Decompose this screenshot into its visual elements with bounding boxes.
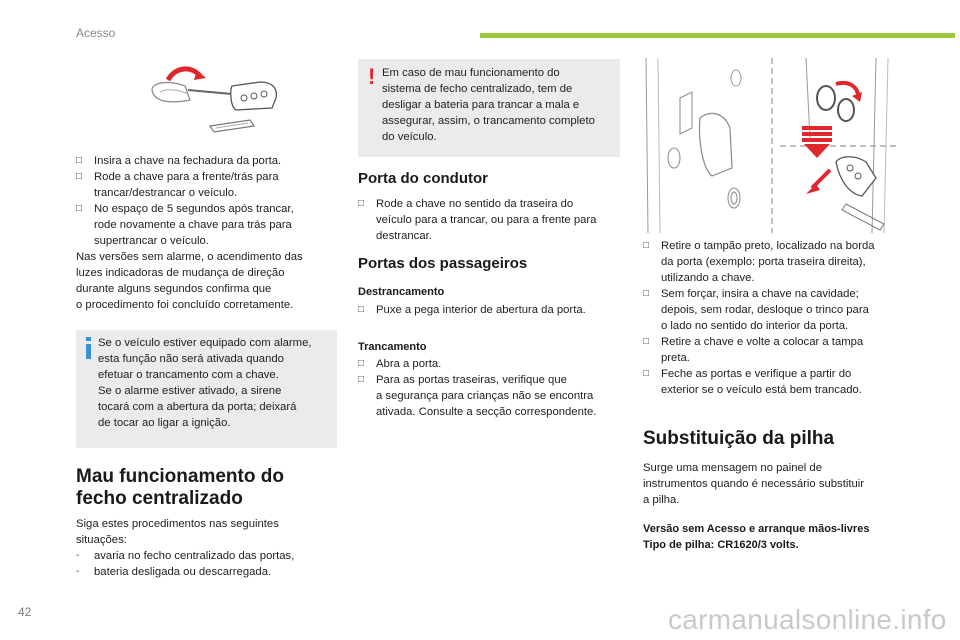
list-item: - avaria no fecho centralizado das portas, xyxy=(76,550,295,562)
checkbox-bullet-icon: □ xyxy=(643,368,650,379)
checkbox-bullet-icon: □ xyxy=(358,358,365,369)
checkbox-bullet-icon: □ xyxy=(643,336,650,347)
list-item: □ Retire o tampão preto, localizado na borda da porta (exemplo: porta traseira direita), utilizando a chave. xyxy=(643,240,875,284)
warning-box-text: Em caso de mau funcionamento do sistema de fecho centralizado, tem de desligar a bateria para trancar a mala e assegurar, assim, o trancamento completo do veículo. xyxy=(382,67,595,143)
list-item: □ Sem forçar, insira a chave na cavidade; depois, sem rodar, desloque o trinco para o lado no sentido do interior da porta. xyxy=(643,288,869,332)
list-item: □ No espaço de 5 segundos após trancar, rode novamente a chave para trás para supertrancar o veículo. xyxy=(76,203,294,247)
list-item: - bateria desligada ou descarregada. xyxy=(76,566,272,578)
info-icon xyxy=(86,337,91,359)
list-item: □ Rode a chave para a frente/trás para trancar/destrancar o veículo. xyxy=(76,171,279,199)
checkbox-bullet-icon: □ xyxy=(76,171,83,182)
malfunction-heading: Mau funcionamento do fecho centralizado xyxy=(76,466,284,509)
watermark: carmanualsonline.info xyxy=(668,604,947,635)
warning-icon: ! xyxy=(368,64,376,89)
battery-intro: Surge uma mensagem no painel de instrumentos quando é necessário substituir a pilha. xyxy=(643,462,865,506)
section-title: Acesso xyxy=(76,26,116,40)
checkbox-bullet-icon: □ xyxy=(358,198,365,209)
page-number: 42 xyxy=(18,605,32,619)
unlock-label: Destrancamento xyxy=(358,286,445,298)
door-edge-illustration xyxy=(640,58,900,233)
battery-heading: Substituição da pilha xyxy=(643,428,835,449)
list-item: □ Insira a chave na fechadura da porta. xyxy=(76,155,282,167)
driver-door-steps xyxy=(358,196,620,244)
list-item: □ Feche as portas e verifique a partir do exterior se o veículo está bem trancado. xyxy=(643,368,862,396)
checkbox-bullet-icon: □ xyxy=(358,304,365,315)
checkbox-bullet-icon: □ xyxy=(76,203,83,214)
checkbox-bullet-icon: □ xyxy=(358,374,365,385)
lock-label: Trancamento xyxy=(358,341,427,353)
key-in-lock-illustration xyxy=(140,60,290,140)
list-item: □ Abra a porta. xyxy=(358,358,442,370)
unlock-steps xyxy=(358,302,620,318)
emergency-lock-steps xyxy=(643,238,903,398)
confirmation-note: Nas versões sem alarme, o acendimento das luzes indicadoras de mudança de direção durante alguns segundos confirma que o procedimento foi concluído corretamente. xyxy=(76,251,303,311)
list-item: □ Para as portas traseiras, verifique que a segurança para crianças não se encontra ativada. Consulte a secção correspondente. xyxy=(358,374,597,418)
list-item: □ Retire a chave e volte a colocar a tampa preta. xyxy=(643,336,864,364)
checkbox-bullet-icon: □ xyxy=(76,155,83,166)
lock-steps-passenger xyxy=(358,356,620,420)
driver-door-heading: Porta do condutor xyxy=(358,170,488,187)
malfunction-body: Siga estes procedimentos nas seguintes situações: - avaria no fecho centralizado das portas, - bateria desligada ou descarregada. xyxy=(76,516,341,580)
info-box-text: Se o veículo estiver equipado com alarme, esta função não será ativada quando efetuar o trancamento com a chave. Se o alarme estiver ativado, a sirene tocará com a abertura da porta; deixará de tocar ao ligar a ignição. xyxy=(98,337,312,429)
battery-spec: Versão sem Acesso e arranque mãos-livres Tipo de pilha: CR1620/3 volts. xyxy=(643,523,870,551)
list-item: □ Rode a chave no sentido da traseira do veículo para a trancar, ou para a frente para destrancar. xyxy=(358,198,597,242)
checkbox-bullet-icon: □ xyxy=(643,288,650,299)
checkbox-bullet-icon: □ xyxy=(643,240,650,251)
lock-steps xyxy=(76,153,341,313)
passenger-doors-heading: Portas dos passageiros xyxy=(358,255,528,272)
section-accent-bar xyxy=(480,33,955,38)
list-item: □ Puxe a pega interior de abertura da porta. xyxy=(358,304,586,316)
